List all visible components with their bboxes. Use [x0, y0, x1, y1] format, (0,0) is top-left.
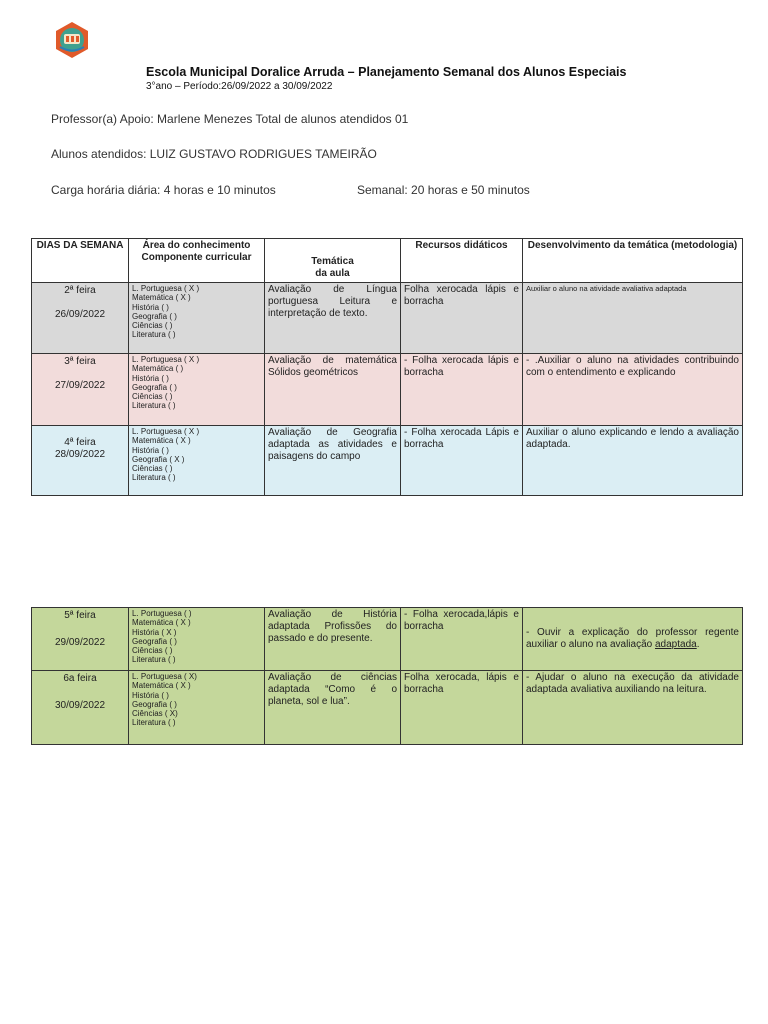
subject-item: História ( ): [132, 445, 169, 455]
subject-item: Literatura ( ): [132, 655, 176, 665]
recursos-cell: - Folha xerocada Lápis e borracha: [401, 426, 523, 496]
subject-item: Ciências ( ): [132, 321, 173, 331]
subject-item: História ( ): [132, 302, 169, 312]
subject-item: Matemática ( X ): [132, 293, 191, 303]
metodologia-end: .: [696, 639, 700, 650]
students-line: Alunos atendidos: LUIZ GUSTAVO RODRIGUES TAMEIRÃO: [51, 147, 377, 161]
recursos-cell: - Folha xerocada,lápis e borracha: [401, 608, 523, 671]
tematica-cell: Avaliação de História adaptada Profissões do passado e do presente.: [265, 608, 401, 671]
subject-item: L. Portuguesa ( X ): [132, 355, 200, 364]
col-header-tematica: [265, 239, 401, 283]
page-title: Escola Municipal Doralice Arruda – Planejamento Semanal dos Alunos Especiais: [146, 65, 627, 79]
col-header-tematica-line2: da aula: [315, 268, 350, 279]
weekly-plan-table-2: [31, 607, 743, 745]
day-cell: [32, 426, 129, 496]
table-row: [32, 354, 743, 426]
subject-item: Ciências ( X): [132, 709, 178, 719]
day-date: 27/09/2022: [54, 380, 106, 391]
subject-item: L. Portuguesa ( X): [132, 672, 197, 681]
recursos-cell: Folha xerocada, lápis e borracha: [401, 671, 523, 745]
col-header-area: [129, 239, 265, 283]
period-subtitle: 3°ano – Período:26/09/2022 a 30/09/2022: [146, 81, 333, 92]
tematica-cell: Avaliação de Língua portuguesa Leitura e interpretação de texto.: [265, 283, 401, 354]
table-row: [32, 608, 743, 671]
tematica-cell: Avaliação de matemática Sólidos geométricos: [265, 354, 401, 426]
subject-item: Matemática ( X ): [132, 618, 191, 628]
subject-item: Geografia ( ): [132, 311, 177, 321]
day-cell: [32, 671, 129, 745]
table-row: [32, 283, 743, 354]
subjects-cell: [129, 354, 265, 426]
subjects-cell: [129, 671, 265, 745]
day-cell: [32, 354, 129, 426]
subjects-cell: [129, 283, 265, 354]
subject-item: L. Portuguesa ( X ): [132, 427, 200, 436]
day-cell: [32, 283, 129, 354]
table-header-row: [32, 239, 743, 283]
daily-workload: Carga horária diária: 4 horas e 10 minutos: [51, 183, 276, 197]
col-header-area-line1: Área do conhecimento: [142, 240, 251, 251]
metodologia-cell: [523, 608, 743, 671]
col-header-area-line2: Componente curricular: [141, 252, 252, 263]
metodologia-text: - Ouvir a explicação do professor regente auxiliar o aluno na avaliação: [526, 627, 739, 650]
subject-item: Literatura ( ): [132, 330, 176, 340]
day-name: 5ª feira: [64, 610, 96, 621]
day-date: 30/09/2022: [54, 700, 106, 711]
recursos-cell: - Folha xerocada lápis e borracha: [401, 354, 523, 426]
day-name: 6a feira: [63, 673, 97, 684]
day-name: 3ª feira: [64, 356, 96, 367]
col-header-dias: DIAS DA SEMANA: [32, 239, 129, 283]
day-date: 28/09/2022: [54, 449, 106, 460]
subject-item: Geografia ( ): [132, 699, 177, 709]
professor-line: Professor(a) Apoio: Marlene Menezes Total de alunos atendidos 01: [51, 112, 409, 126]
subject-item: Matemática ( X ): [132, 681, 191, 691]
day-date: 29/09/2022: [54, 637, 106, 648]
weekly-plan-table-1: [31, 238, 743, 496]
subject-item: Ciências ( ): [132, 646, 173, 656]
tematica-cell: Avaliação de Geografia adaptada as atividades e paisagens do campo: [265, 426, 401, 496]
col-header-desenvolvimento: Desenvolvimento da temática (metodologia): [523, 239, 743, 283]
tematica-cell: Avaliação de ciências adaptada “Como é o planeta, sol e lua”.: [265, 671, 401, 745]
subject-item: Matemática ( ): [132, 364, 184, 374]
subject-item: Geografia ( ): [132, 382, 177, 392]
metodologia-underlined: adaptada: [654, 639, 697, 650]
col-header-tematica-line1: Temática: [311, 256, 354, 267]
subject-item: Ciências ( ): [132, 392, 173, 402]
col-header-recursos: Recursos didáticos: [401, 239, 523, 283]
subject-item: L. Portuguesa ( X ): [132, 284, 200, 293]
subject-item: História ( ): [132, 373, 169, 383]
day-date: 26/09/2022: [54, 309, 106, 320]
subjects-cell: [129, 426, 265, 496]
weekly-workload: Semanal: 20 horas e 50 minutos: [357, 183, 530, 197]
day-name: 2ª feira: [64, 285, 96, 296]
subject-item: Matemática ( X ): [132, 436, 191, 446]
day-cell: [32, 608, 129, 671]
table-row: [32, 671, 743, 745]
subjects-cell: [129, 608, 265, 671]
subject-item: Literatura ( ): [132, 718, 176, 728]
school-logo-icon: [52, 20, 92, 60]
subject-item: Literatura ( ): [132, 473, 176, 483]
subject-item: Geografia ( X ): [132, 454, 185, 464]
subject-item: L. Portuguesa ( ): [132, 609, 192, 618]
metodologia-cell: Auxiliar o aluno explicando e lendo a avaliação adaptada.: [523, 426, 743, 496]
subject-item: Ciências ( ): [132, 464, 173, 474]
metodologia-cell: Auxiliar o aluno na atividade avaliativa adaptada: [523, 283, 743, 354]
table-row: [32, 426, 743, 496]
subject-item: História ( X ): [132, 627, 177, 637]
metodologia-cell: - .Auxiliar o aluno na atividades contribuindo com o entendimento e explicando: [523, 354, 743, 426]
subject-item: História ( ): [132, 690, 169, 700]
subject-item: Geografia ( ): [132, 636, 177, 646]
metodologia-cell: - Ajudar o aluno na execução da atividade adaptada avaliativa auxiliando na leitura.: [523, 671, 743, 745]
recursos-cell: Folha xerocada lápis e borracha: [401, 283, 523, 354]
day-name: 4ª feira: [64, 437, 96, 448]
subject-item: Literatura ( ): [132, 401, 176, 411]
